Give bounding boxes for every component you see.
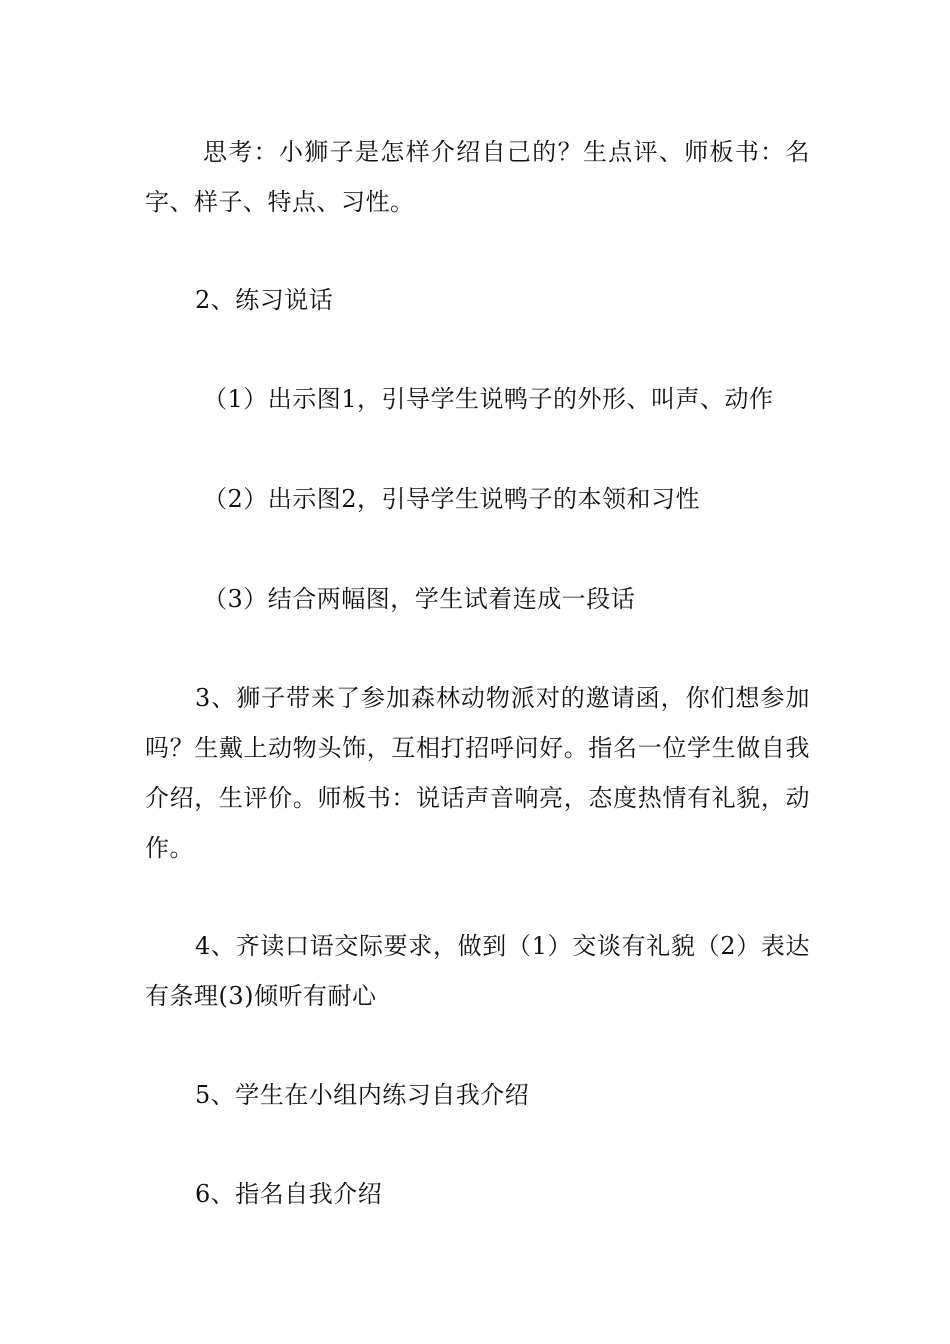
paragraph-step-2-heading: 2、练习说话 bbox=[195, 286, 334, 314]
paragraph-step-5: 5、学生在小组内练习自我介绍 bbox=[195, 1081, 530, 1109]
paragraph-step-3: 3、狮子带来了参加森林动物派对的邀请函，你们想参加吗？生戴上动物头饰，互相打招呼问好。指名一位学生做自我介绍，生评价。师板书：说话声音响亮，态度热情有礼貌，动作。 bbox=[145, 684, 810, 862]
paragraph-step-2-item-3: （3）结合两幅图，学生试着连成一段话 bbox=[203, 585, 636, 613]
paragraph-step-6: 6、指名自我介绍 bbox=[195, 1180, 383, 1208]
paragraph-step-4: 4、齐读口语交际要求，做到（1）交谈有礼貌（2）表达有条理(3)倾听有耐心 bbox=[145, 932, 810, 1010]
paragraph-step-2-item-1: （1）出示图1，引导学生说鸭子的外形、叫声、动作 bbox=[203, 385, 774, 413]
paragraph-step-2-item-2: （2）出示图2，引导学生说鸭子的本领和习性 bbox=[203, 485, 701, 513]
paragraph-thinking: 思考：小狮子是怎样介绍自己的？生点评、师板书：名字、样子、特点、习性。 bbox=[145, 138, 810, 216]
